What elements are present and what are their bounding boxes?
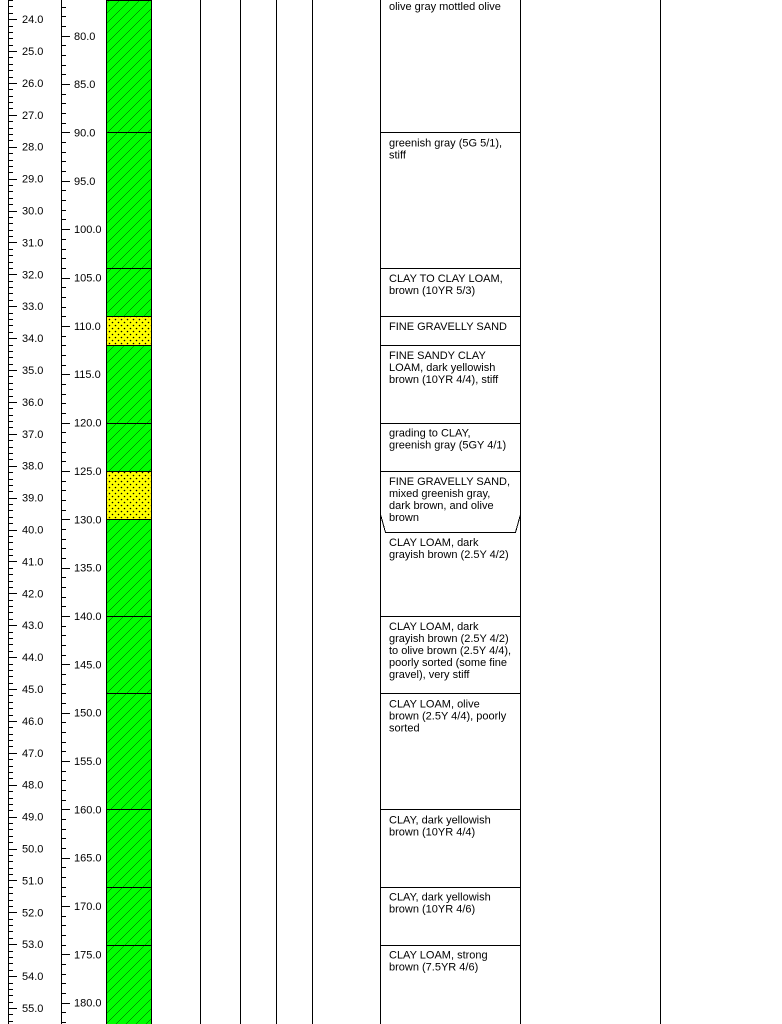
lithology-descriptions (380, 1, 521, 974)
layer-description (389, 814, 491, 838)
meter-tick-label: 24.0 (22, 14, 44, 27)
meter-tick-label: 53.0 (22, 939, 44, 952)
feet-tick-label: 180.0 (74, 997, 102, 1010)
meter-tick-label: 40.0 (22, 524, 44, 537)
feet-tick-label: 155.0 (74, 755, 102, 768)
description-line: grayish brown (2.5Y 4/2) (389, 548, 509, 561)
layer-description (389, 892, 491, 916)
description-line: brown (10YR 4/6) (389, 903, 476, 916)
description-line: stiff (389, 149, 406, 162)
meter-tick-label: 36.0 (22, 396, 44, 409)
description-line: sorted (389, 722, 420, 735)
description-line: brown (10YR 4/4), stiff (389, 374, 499, 387)
description-line: CLAY LOAM, dark (389, 536, 479, 549)
meters-depth-axis (8, 1, 43, 1022)
meter-tick-label: 29.0 (22, 173, 44, 186)
meter-tick-label: 49.0 (22, 811, 44, 824)
description-line: CLAY LOAM, strong (389, 949, 488, 962)
meter-tick-label: 54.0 (22, 971, 44, 984)
description-line: brown (10YR 4/4) (389, 826, 476, 839)
meter-tick-label: 52.0 (22, 907, 44, 920)
meter-tick-label: 41.0 (22, 556, 44, 569)
description-line: FINE SANDY CLAY (389, 350, 486, 363)
meter-tick-label: 33.0 (22, 301, 44, 314)
feet-tick-label: 160.0 (74, 804, 102, 817)
layer-description (389, 1, 501, 13)
meter-tick-label: 37.0 (22, 428, 44, 441)
meter-tick-label: 27.0 (22, 109, 44, 122)
description-line: gravel), very stiff (389, 668, 470, 681)
clay-layer (107, 694, 152, 810)
description-line: CLAY LOAM, olive (389, 698, 480, 711)
description-line: brown (10YR 5/3) (389, 284, 476, 297)
layer-description (389, 537, 509, 561)
meter-tick-label: 55.0 (22, 1003, 44, 1016)
clay-layer (107, 520, 152, 617)
layer-description (389, 321, 507, 333)
clay-layer (107, 1, 152, 133)
meter-tick-label: 25.0 (22, 46, 44, 59)
description-line: grading to CLAY, (389, 427, 471, 440)
feet-tick-label: 80.0 (74, 30, 96, 43)
feet-tick-label: 95.0 (74, 175, 96, 188)
layer-description (389, 137, 502, 161)
clay-layer (107, 269, 152, 317)
description-line: FINE GRAVELLY SAND (389, 321, 507, 334)
layer-description (389, 950, 488, 974)
feet-tick-label: 100.0 (74, 224, 102, 237)
clay-layer (107, 617, 152, 694)
description-line: olive gray mottled olive (389, 1, 501, 13)
layer-description (389, 273, 503, 297)
description-line: CLAY TO CLAY LOAM, (389, 272, 503, 285)
clay-layer (107, 133, 152, 269)
feet-tick-label: 120.0 (74, 417, 102, 430)
meter-tick-label: 32.0 (22, 269, 44, 282)
lithology-column (107, 1, 152, 1024)
meter-tick-label: 26.0 (22, 77, 44, 90)
description-line: mixed greenish gray, (389, 487, 491, 500)
feet-tick-label: 135.0 (74, 562, 102, 575)
feet-depth-axis (61, 8, 102, 1023)
feet-tick-label: 115.0 (74, 369, 101, 382)
meter-tick-label: 46.0 (22, 715, 44, 728)
meter-tick-label: 51.0 (22, 875, 44, 888)
sand-layer (107, 317, 152, 346)
description-line: LOAM, dark yellowish (389, 362, 496, 375)
description-line: greenish gray (5GY 4/1) (389, 439, 507, 452)
meter-tick-label: 34.0 (22, 333, 44, 346)
meter-tick-label: 50.0 (22, 843, 44, 856)
description-line: brown (7.5YR 4/6) (389, 961, 479, 974)
description-line: FINE GRAVELLY SAND, (389, 475, 511, 488)
feet-tick-label: 140.0 (74, 610, 102, 623)
feet-tick-label: 170.0 (74, 901, 102, 914)
description-line: brown (389, 511, 419, 524)
description-line: greenish gray (5G 5/1), (389, 137, 503, 150)
meter-tick-label: 43.0 (22, 620, 44, 633)
meter-tick-label: 39.0 (22, 492, 44, 505)
layer-description (389, 350, 499, 386)
layer-description (389, 698, 507, 734)
clay-layer (107, 424, 152, 472)
description-line: CLAY, dark yellowish (389, 891, 491, 904)
feet-tick-label: 145.0 (74, 659, 102, 672)
clay-layer (107, 946, 152, 1024)
feet-tick-label: 130.0 (74, 514, 102, 527)
clay-layer (107, 810, 152, 888)
feet-tick-label: 125.0 (74, 465, 102, 478)
description-line: CLAY, dark yellowish (389, 814, 491, 827)
description-line: CLAY LOAM, dark (389, 620, 479, 633)
meter-tick-label: 31.0 (22, 237, 44, 250)
meter-tick-label: 38.0 (22, 460, 44, 473)
description-line: dark brown, and olive (389, 499, 494, 512)
layer-description (389, 621, 511, 681)
feet-tick-label: 150.0 (74, 707, 102, 720)
feet-tick-label: 90.0 (74, 127, 96, 140)
description-line: brown (2.5Y 4/4), poorly (389, 710, 507, 723)
meter-tick-label: 30.0 (22, 205, 44, 218)
description-line: poorly sorted (some fine (389, 656, 507, 669)
meter-tick-label: 45.0 (22, 684, 44, 697)
meter-tick-label: 35.0 (22, 365, 44, 378)
feet-tick-label: 175.0 (74, 949, 102, 962)
sand-layer (107, 472, 152, 520)
meter-tick-label: 42.0 (22, 588, 44, 601)
clay-layer (107, 346, 152, 424)
description-line: grayish brown (2.5Y 4/2) (389, 632, 509, 645)
feet-tick-label: 85.0 (74, 79, 96, 92)
layer-description (389, 428, 506, 452)
meter-tick-label: 44.0 (22, 652, 44, 665)
clay-layer (107, 888, 152, 946)
meter-tick-label: 47.0 (22, 747, 44, 760)
feet-tick-label: 165.0 (74, 852, 102, 865)
layer-description (389, 476, 510, 524)
description-line: to olive brown (2.5Y 4/4), (389, 644, 512, 657)
feet-tick-label: 110.0 (74, 320, 101, 333)
feet-tick-label: 105.0 (74, 272, 102, 285)
meter-tick-label: 48.0 (22, 779, 44, 792)
meter-tick-label: 28.0 (22, 141, 44, 154)
